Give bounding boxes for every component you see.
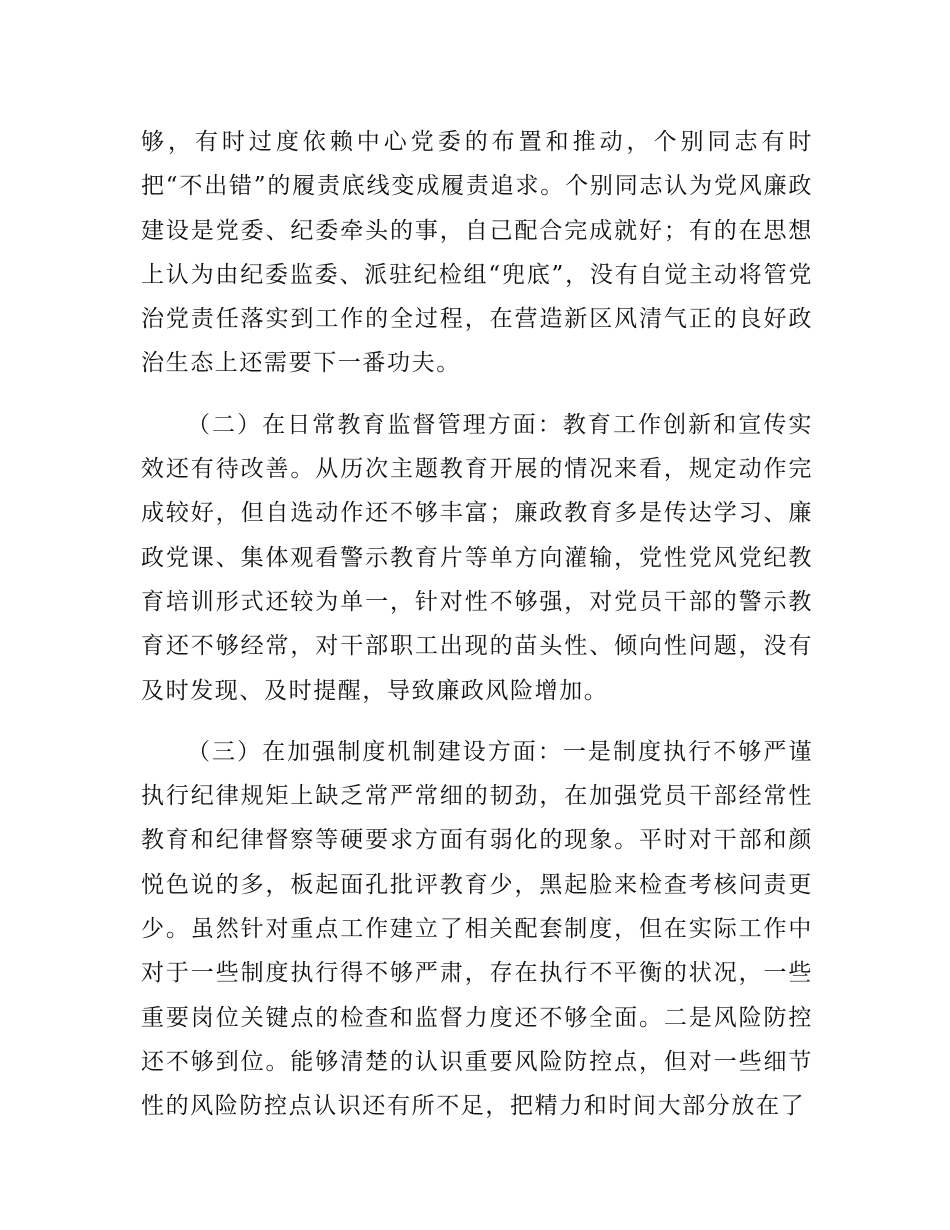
paragraph-2: （二）在日常教育监督管理方面：教育工作创新和宣传实效还有待改善。从历次主题教育开展的情况来看，规定动作完成较好，但自选动作还不够丰富；廉政教育多是传达学习、廉政党课、集体观看警示教育片等单方向灌输，党性党风党纪教育培训形式还较为单一，针对性不够强，对党员干部的警示教育还不够经常，对干部职工出现的苗头性、倾向性问题，没有及时发现、及时提醒，导致廉政风险增加。 — [141, 411, 813, 704]
paragraph-1: 够，有时过度依赖中心党委的布置和推动，个别同志有时把“不出错”的履责底线变成履责追求。个别同志认为党风廉政建设是党委、纪委牵头的事，自己配合完成就好；有的在思想上认为由纪委监委、派驻纪检组“兜底”，没有自觉主动将管党治党责任落实到工作的全过程，在营造新区风清气正的良好政治生态上还需要下一番功夫。 — [141, 129, 813, 377]
paragraph-3: （三）在加强制度机制建设方面：一是制度执行不够严谨执行纪律规矩上缺乏常严常细的韧劲，在加强党员干部经常性教育和纪律督察等硬要求方面有弱化的现象。平时对干部和颜悦色说的多，板起面孔批评教育少，黑起脸来检查考核问责更少。虽然针对重点工作建立了相关配套制度，但在实际工作中对于一些制度执行得不够严肃，存在执行不平衡的状况，一些重要岗位关键点的检查和监督力度还不够全面。二是风险防控还不够到位。能够清楚的认识重要风险防控点，但对一些细节性的风险防控点认识还有所不足，把精力和时间大部分放在了 — [141, 738, 813, 1120]
document-body — [141, 120, 813, 1146]
